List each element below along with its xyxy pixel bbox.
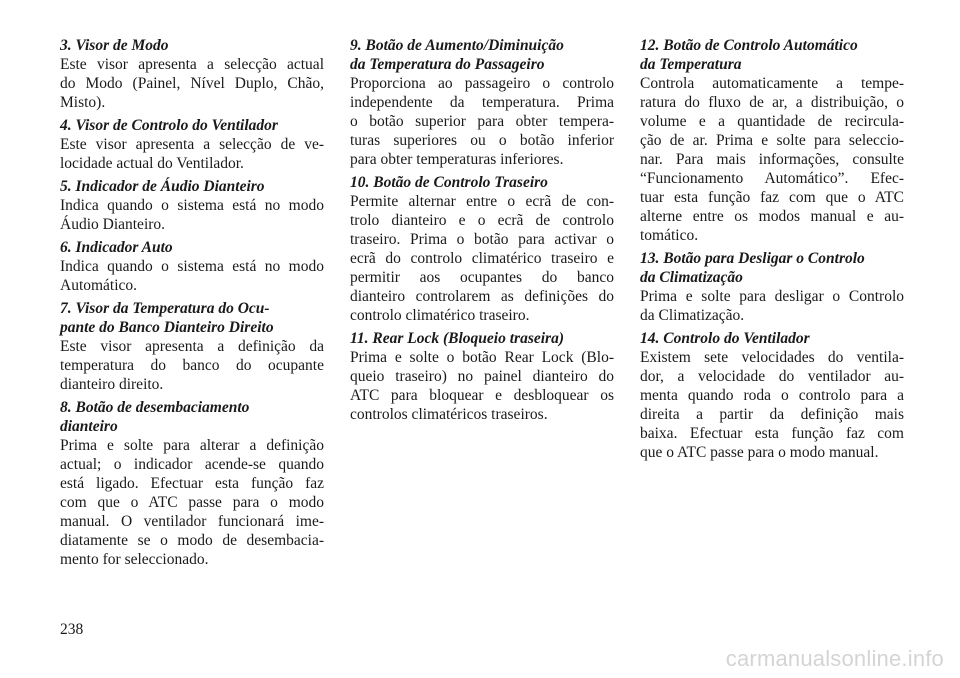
body-line: alterne entre os modos manual e au- (640, 208, 904, 225)
body-line: direita a partir da definição mais (640, 406, 904, 423)
heading-line: 8. Botão de desembaciamento (60, 399, 250, 416)
body-line: Controla automaticamente a tempe- (640, 75, 904, 92)
body-line: menta quando roda o controlo para a (640, 387, 904, 404)
body-line: controlo climatérico traseiro. (350, 307, 530, 324)
body-line: locidade actual do Ventilador. (60, 155, 244, 172)
heading-line: 12. Botão de Controlo Automático (640, 37, 858, 54)
body-line: com que o ATC passe para o modo (60, 494, 324, 511)
body-line: Prima e solte para alterar a definição (60, 437, 324, 454)
body-line: Este visor apresenta a definição da (60, 338, 324, 355)
heading-line: 10. Botão de Controlo Traseiro (350, 174, 548, 191)
body-line: Prima e solte para desligar o Controlo (640, 288, 904, 305)
body-line: ATC para bloquear e desbloquear os (350, 387, 614, 404)
body-line: controlos climatéricos traseiros. (350, 406, 548, 423)
heading-line: da Temperatura do Passageiro (350, 56, 545, 73)
section (60, 116, 324, 173)
section-heading (60, 177, 324, 196)
body-line: dianteiro direito. (60, 376, 164, 393)
section (350, 173, 614, 325)
body-line: Automático. (60, 277, 138, 294)
section-heading (60, 398, 324, 436)
heading-line: 7. Visor da Temperatura do Ocu- (60, 300, 270, 317)
body-line: ratura do fluxo de ar, a distribuição, o (640, 94, 904, 111)
heading-line: 6. Indicador Auto (60, 239, 173, 256)
section (640, 249, 904, 325)
body-line: tomático. (640, 227, 699, 244)
body-line: Indica quando o sistema está no modo (60, 258, 324, 275)
heading-line: 13. Botão para Desligar o Controlo (640, 250, 865, 267)
section-heading (350, 173, 614, 192)
section (60, 299, 324, 394)
body-line: Misto). (60, 94, 106, 111)
body-line: ção de ar. Prima e solte para seleccio- (640, 132, 904, 149)
body-line: queio traseiro) no painel dianteiro do (350, 368, 614, 385)
section-body (640, 287, 904, 325)
heading-line: 9. Botão de Aumento/Diminuição (350, 37, 564, 54)
body-line: dianteiro controlarem as definições do (350, 288, 614, 305)
body-line: dor, a velocidade do ventilador au- (640, 368, 904, 385)
section (640, 36, 904, 245)
section-heading (60, 116, 324, 135)
body-line: o botão superior para obter tempera- (350, 113, 614, 130)
body-line: volume e a quantidade de recircula- (640, 113, 904, 130)
body-line: Este visor apresenta a selecção de ve- (60, 136, 324, 153)
section-heading (640, 329, 904, 348)
body-line: para obter temperaturas inferiores. (350, 151, 564, 168)
section (350, 36, 614, 169)
body-line: ecrã do controlo climatérico traseiro e (350, 250, 614, 267)
section-heading (350, 329, 614, 348)
body-line: Este visor apresenta a selecção actual (60, 56, 324, 73)
body-line: que o ATC passe para o modo manual. (640, 444, 879, 461)
section-body (350, 192, 614, 325)
heading-line: 5. Indicador de Áudio Dianteiro (60, 178, 265, 195)
section-heading (640, 249, 904, 287)
body-line: manual. O ventilador funcionará ime- (60, 513, 324, 530)
heading-line: 11. Rear Lock (Bloqueio traseira) (350, 330, 564, 347)
section-body (640, 348, 904, 462)
section (350, 329, 614, 424)
heading-line: 3. Visor de Modo (60, 37, 169, 54)
text-column-3 (640, 36, 904, 466)
section (640, 329, 904, 462)
text-column-1 (60, 36, 324, 573)
body-line: “Funcionamento Automático”. Efec- (640, 170, 904, 187)
section-body (60, 55, 324, 112)
heading-line: da Climatização (640, 269, 743, 286)
body-line: Áudio Dianteiro. (60, 216, 166, 233)
heading-line: 4. Visor de Controlo do Ventilador (60, 117, 278, 134)
section-body (60, 135, 324, 173)
section-heading (60, 238, 324, 257)
section (60, 177, 324, 234)
body-line: Indica quando o sistema está no modo (60, 197, 324, 214)
section-heading (350, 36, 614, 74)
section-heading (640, 36, 904, 74)
watermark: carmanualsonline.info (725, 646, 944, 671)
body-line: permitir aos ocupantes do banco (350, 269, 614, 286)
body-line: baixa. Efectuar esta função faz com (640, 425, 904, 442)
section-body (60, 337, 324, 394)
body-line: independente da temperatura. Prima (350, 94, 614, 111)
section (60, 398, 324, 569)
section-body (60, 436, 324, 569)
body-line: temperatura do banco do ocupante (60, 357, 324, 374)
body-line: traseiro. Prima o botão para activar o (350, 231, 614, 248)
body-line: actual; o indicador acende-se quando (60, 456, 324, 473)
body-line: turas superiores ou o botão inferior (350, 132, 614, 149)
heading-line: pante do Banco Dianteiro Direito (60, 319, 274, 336)
section-body (60, 196, 324, 234)
section-body (350, 348, 614, 424)
text-column-2 (350, 36, 614, 428)
section (60, 36, 324, 112)
body-line: da Climatização. (640, 307, 745, 324)
page-number: 238 (60, 621, 84, 638)
section-body (350, 74, 614, 169)
section-heading (60, 36, 324, 55)
body-line: Permite alternar entre o ecrã de con- (350, 193, 614, 210)
heading-line: 14. Controlo do Ventilador (640, 330, 810, 347)
body-line: Prima e solte o botão Rear Lock (Blo- (350, 349, 614, 366)
heading-line: da Temperatura (640, 56, 742, 73)
section-heading (60, 299, 324, 337)
heading-line: dianteiro (60, 418, 118, 435)
section (60, 238, 324, 295)
body-line: tuar esta função faz com que o ATC (640, 189, 904, 206)
body-line: trolo dianteiro e o ecrã de controlo (350, 212, 614, 229)
body-line: Proporciona ao passageiro o controlo (350, 75, 614, 92)
section-body (640, 74, 904, 245)
body-line: do Modo (Painel, Nível Duplo, Chão, (60, 75, 324, 92)
body-line: está ligado. Efectuar esta função faz (60, 475, 324, 492)
body-line: Existem sete velocidades do ventila- (640, 349, 904, 366)
section-body (60, 257, 324, 295)
body-line: nar. Para mais informações, consulte (640, 151, 904, 168)
body-line: diatamente se o modo de desembacia- (60, 532, 324, 549)
body-line: mento for seleccionado. (60, 551, 209, 568)
